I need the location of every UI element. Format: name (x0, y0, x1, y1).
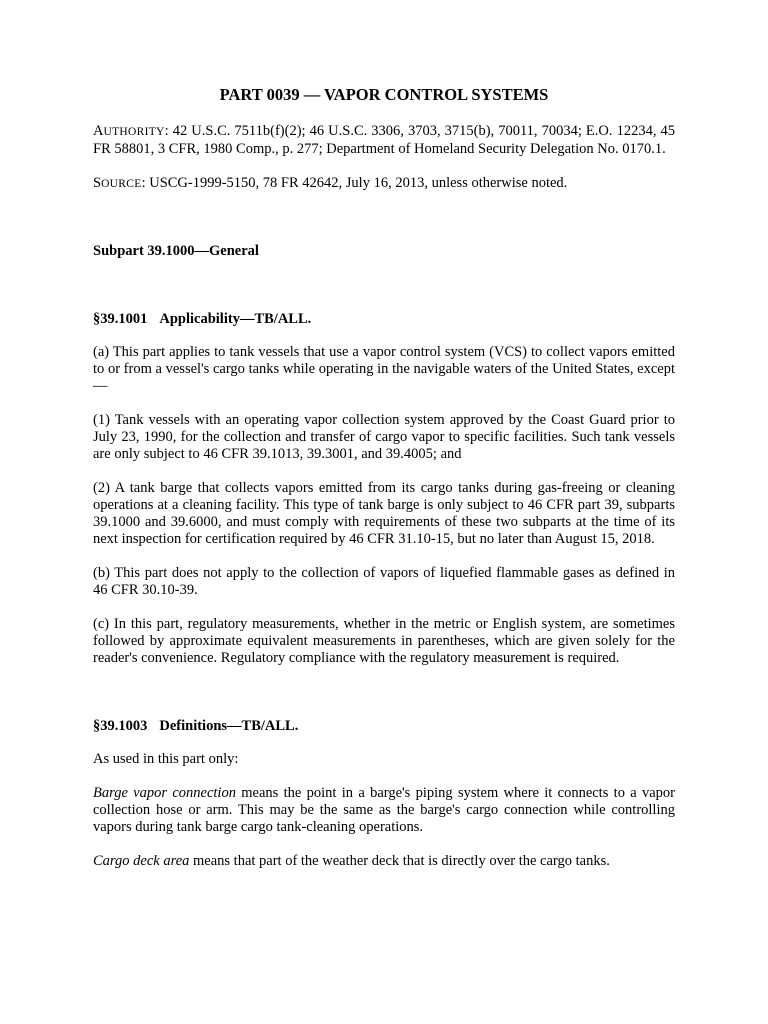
definition-term: Cargo deck area (93, 853, 190, 869)
definition-barge-vapor-connection (93, 785, 675, 836)
source-text: : USCG-1999-5150, 78 FR 42642, July 16, 2013, unless otherwise noted. (141, 175, 568, 191)
document-page (93, 85, 675, 870)
section-1003-intro: As used in this part only: (93, 751, 239, 767)
section-1001-heading (93, 311, 675, 328)
section-1001-number: §39.1001 (93, 311, 148, 327)
authority-label-rest: UTHORITY (103, 126, 165, 138)
section-1001-para-2: (2) A tank barge that collects vapors emitted from its cargo tanks during gas-freeing or cleaning operations at a cleaning facility. This type of tank barge is only subject to 46 CFR part 39, subparts 39.1000 and 39.6000, and must comply with requirements of these two subparts at the time of its next inspection for certification required by 46 CFR 31.10-15, but no later than August 15, 2018. (93, 480, 675, 547)
part-title: PART 0039 — VAPOR CONTROL SYSTEMS (219, 85, 549, 104)
section-1001-title: Applicability—TB/ALL. (159, 311, 312, 327)
subpart-heading: Subpart 39.1000—General (93, 243, 259, 259)
section-1003-heading (93, 718, 675, 735)
definition-cargo-deck-area (93, 853, 675, 870)
section-1001-para-a: (a) This part applies to tank vessels that use a vapor control system (VCS) to collect vapors emitted to or from a vessel's cargo tanks while operating in the navigable waters of the United States, except— (93, 344, 675, 394)
section-1001-para-b: (b) This part does not apply to the collection of vapors of liquefied flammable gases as defined in 46 CFR 30.10-39. (93, 565, 675, 598)
section-1003-title: Definitions—TB/ALL. (159, 718, 299, 734)
authority-text: : 42 U.S.C. 7511b(f)(2); 46 U.S.C. 3306, 3703, 3715(b), 70011, 70034; E.O. 12234, 45 FR 58801, 3 CFR, 1980 Comp., p. 277; Department of Homeland Security Delegation No. 0170.1. (93, 123, 675, 157)
definition-text: means the point in a barge's piping system where it connects to a vapor collection hose or arm. This may be the same as the barge's cargo connection while controlling vapors during tank barge cargo tank-cleaning operations. (93, 785, 676, 835)
source-label-first: S (93, 175, 102, 191)
source-paragraph (93, 175, 675, 193)
section-1003-number: §39.1003 (93, 718, 148, 734)
authority-paragraph (93, 123, 675, 158)
authority-label-first: A (93, 123, 104, 139)
definition-term: Barge vapor connection (93, 785, 236, 801)
definition-text: means that part of the weather deck that is directly over the cargo tanks. (189, 853, 610, 869)
source-label-rest: OURCE (101, 178, 142, 190)
section-1001-para-c: (c) In this part, regulatory measurements, whether in the metric or English system, are sometimes followed by approximate equivalent measurements in parentheses, which are given solely for the reader's convenience. Regulatory compliance with the regulatory measurement is required. (93, 616, 675, 666)
section-1001-para-1: (1) Tank vessels with an operating vapor collection system approved by the Coast Guard prior to July 23, 1990, for the collection and transfer of cargo vapor to specific facilities. Such tank vessels are only subject to 46 CFR 39.1013, 39.3001, and 39.4005; and (93, 412, 675, 462)
